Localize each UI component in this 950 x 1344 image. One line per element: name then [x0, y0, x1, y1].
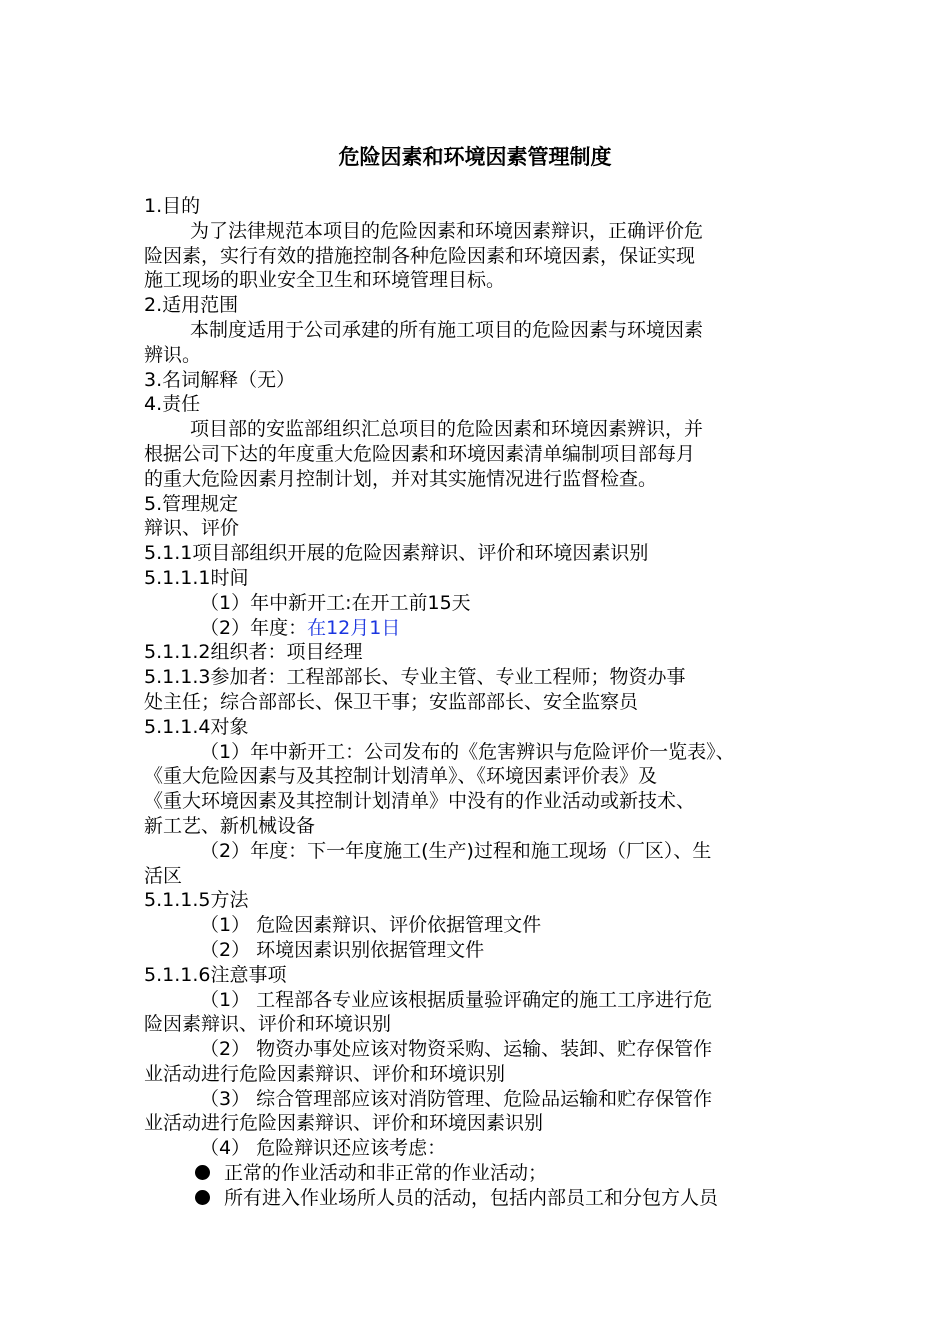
- paragraph-line: 《重大危险因素与及其控制计划清单》、《环境因素评价表》及: [144, 765, 658, 788]
- document-body: [144, 194, 808, 1211]
- bullet-text: 正常的作业活动和非正常的作业活动；: [224, 1162, 548, 1185]
- clause-line: 5.1.1.6注意事项: [144, 963, 287, 986]
- paragraph-line: 活区: [144, 864, 183, 887]
- clause-line: 5.1.1.4对象: [144, 715, 249, 738]
- bullet-item: [144, 1161, 808, 1186]
- paragraph-line: 施工现场的职业安全卫生和环境管理目标。: [144, 269, 506, 292]
- paragraph-line: 为了法律规范本项目的危险因素和环境因素辩识，正确评价危: [190, 219, 704, 242]
- clause-line: 处主任；综合部部长、保卫干事；安监部部长、安全监察员: [144, 690, 639, 713]
- section-heading: 1.目的: [144, 195, 201, 217]
- list-item-label: （2）年度：: [200, 616, 308, 639]
- bullet-icon: [195, 1165, 210, 1180]
- list-item: （2） 环境因素识别依据管理文件: [200, 938, 485, 961]
- clause-line: 5.1.1.1时间: [144, 566, 249, 589]
- section-heading: 4.责任: [144, 393, 201, 416]
- list-item: [144, 616, 808, 641]
- list-item: （1）年中新开工:在开工前15天: [200, 591, 471, 614]
- paragraph-line: 的重大危险因素月控制计划，并对其实施情况进行监督检查。: [144, 467, 658, 490]
- list-item: （3） 综合管理部应该对消防管理、危险品运输和贮存保管作: [200, 1087, 713, 1110]
- list-item: （1）年中新开工：公司发布的《危害辨识与危险评价一览表》、: [200, 740, 735, 763]
- paragraph-line: 业活动进行危险因素辩识、评价和环境识别: [144, 1062, 506, 1085]
- section-heading: 3.名词解释（无）: [144, 368, 296, 391]
- paragraph-line: 新工艺、新机械设备: [144, 814, 316, 837]
- list-item: （1） 危险因素辩识、评价依据管理文件: [200, 914, 542, 937]
- list-item: （1） 工程部各专业应该根据质量验评确定的施工工序进行危: [200, 988, 713, 1011]
- section-heading: 2.适用范围: [144, 294, 239, 317]
- bullet-icon: [195, 1190, 210, 1205]
- clause-line: 5.1.1项目部组织开展的危险因素辩识、评价和环境因素识别: [144, 542, 649, 565]
- list-item: （2） 物资办事处应该对物资采购、运输、装卸、贮存保管作: [200, 1038, 713, 1061]
- paragraph-line: 根据公司下达的年度重大危险因素和环境因素清单编制项目部每月: [144, 442, 696, 465]
- clause-line: 5.1.1.2组织者：项目经理: [144, 641, 363, 664]
- list-item: （2）年度：下一年度施工(生产)过程和施工现场（厂区）、生: [200, 839, 712, 862]
- paragraph-line: 辨识。: [144, 343, 202, 366]
- paragraph-line: 险因素，实行有效的措施控制各种危险因素和环境因素，保证实现: [144, 244, 696, 267]
- document-title: 危险因素和环境因素管理制度: [338, 145, 612, 169]
- clause-line: 5.1.1.5方法: [144, 889, 249, 912]
- paragraph-line: 本制度适用于公司承建的所有施工项目的危险因素与环境因素: [190, 318, 704, 341]
- list-item: （4） 危险辩识还应该考虑：: [200, 1137, 447, 1160]
- bullet-text: 所有进入作业场所人员的活动，包括内部员工和分包方人员: [224, 1186, 719, 1209]
- paragraph-line: 项目部的安监部组织汇总项目的危险因素和环境因素辨识，并: [190, 418, 704, 441]
- paragraph-line: 《重大环境因素及其控制计划清单》中没有的作业活动或新技术、: [144, 790, 696, 813]
- highlighted-date: 在12月1日: [307, 616, 401, 639]
- subsection-heading: 辩识、评价: [144, 517, 240, 540]
- paragraph-line: 险因素辩识、评价和环境识别: [144, 1013, 392, 1036]
- section-heading: 5.管理规定: [144, 492, 239, 515]
- clause-line: 5.1.1.3参加者：工程部部长、专业主管、专业工程师；物资办事: [144, 666, 686, 689]
- paragraph-line: 业活动进行危险因素辩识、评价和环境因素识别: [144, 1112, 544, 1135]
- bullet-item: [144, 1186, 808, 1211]
